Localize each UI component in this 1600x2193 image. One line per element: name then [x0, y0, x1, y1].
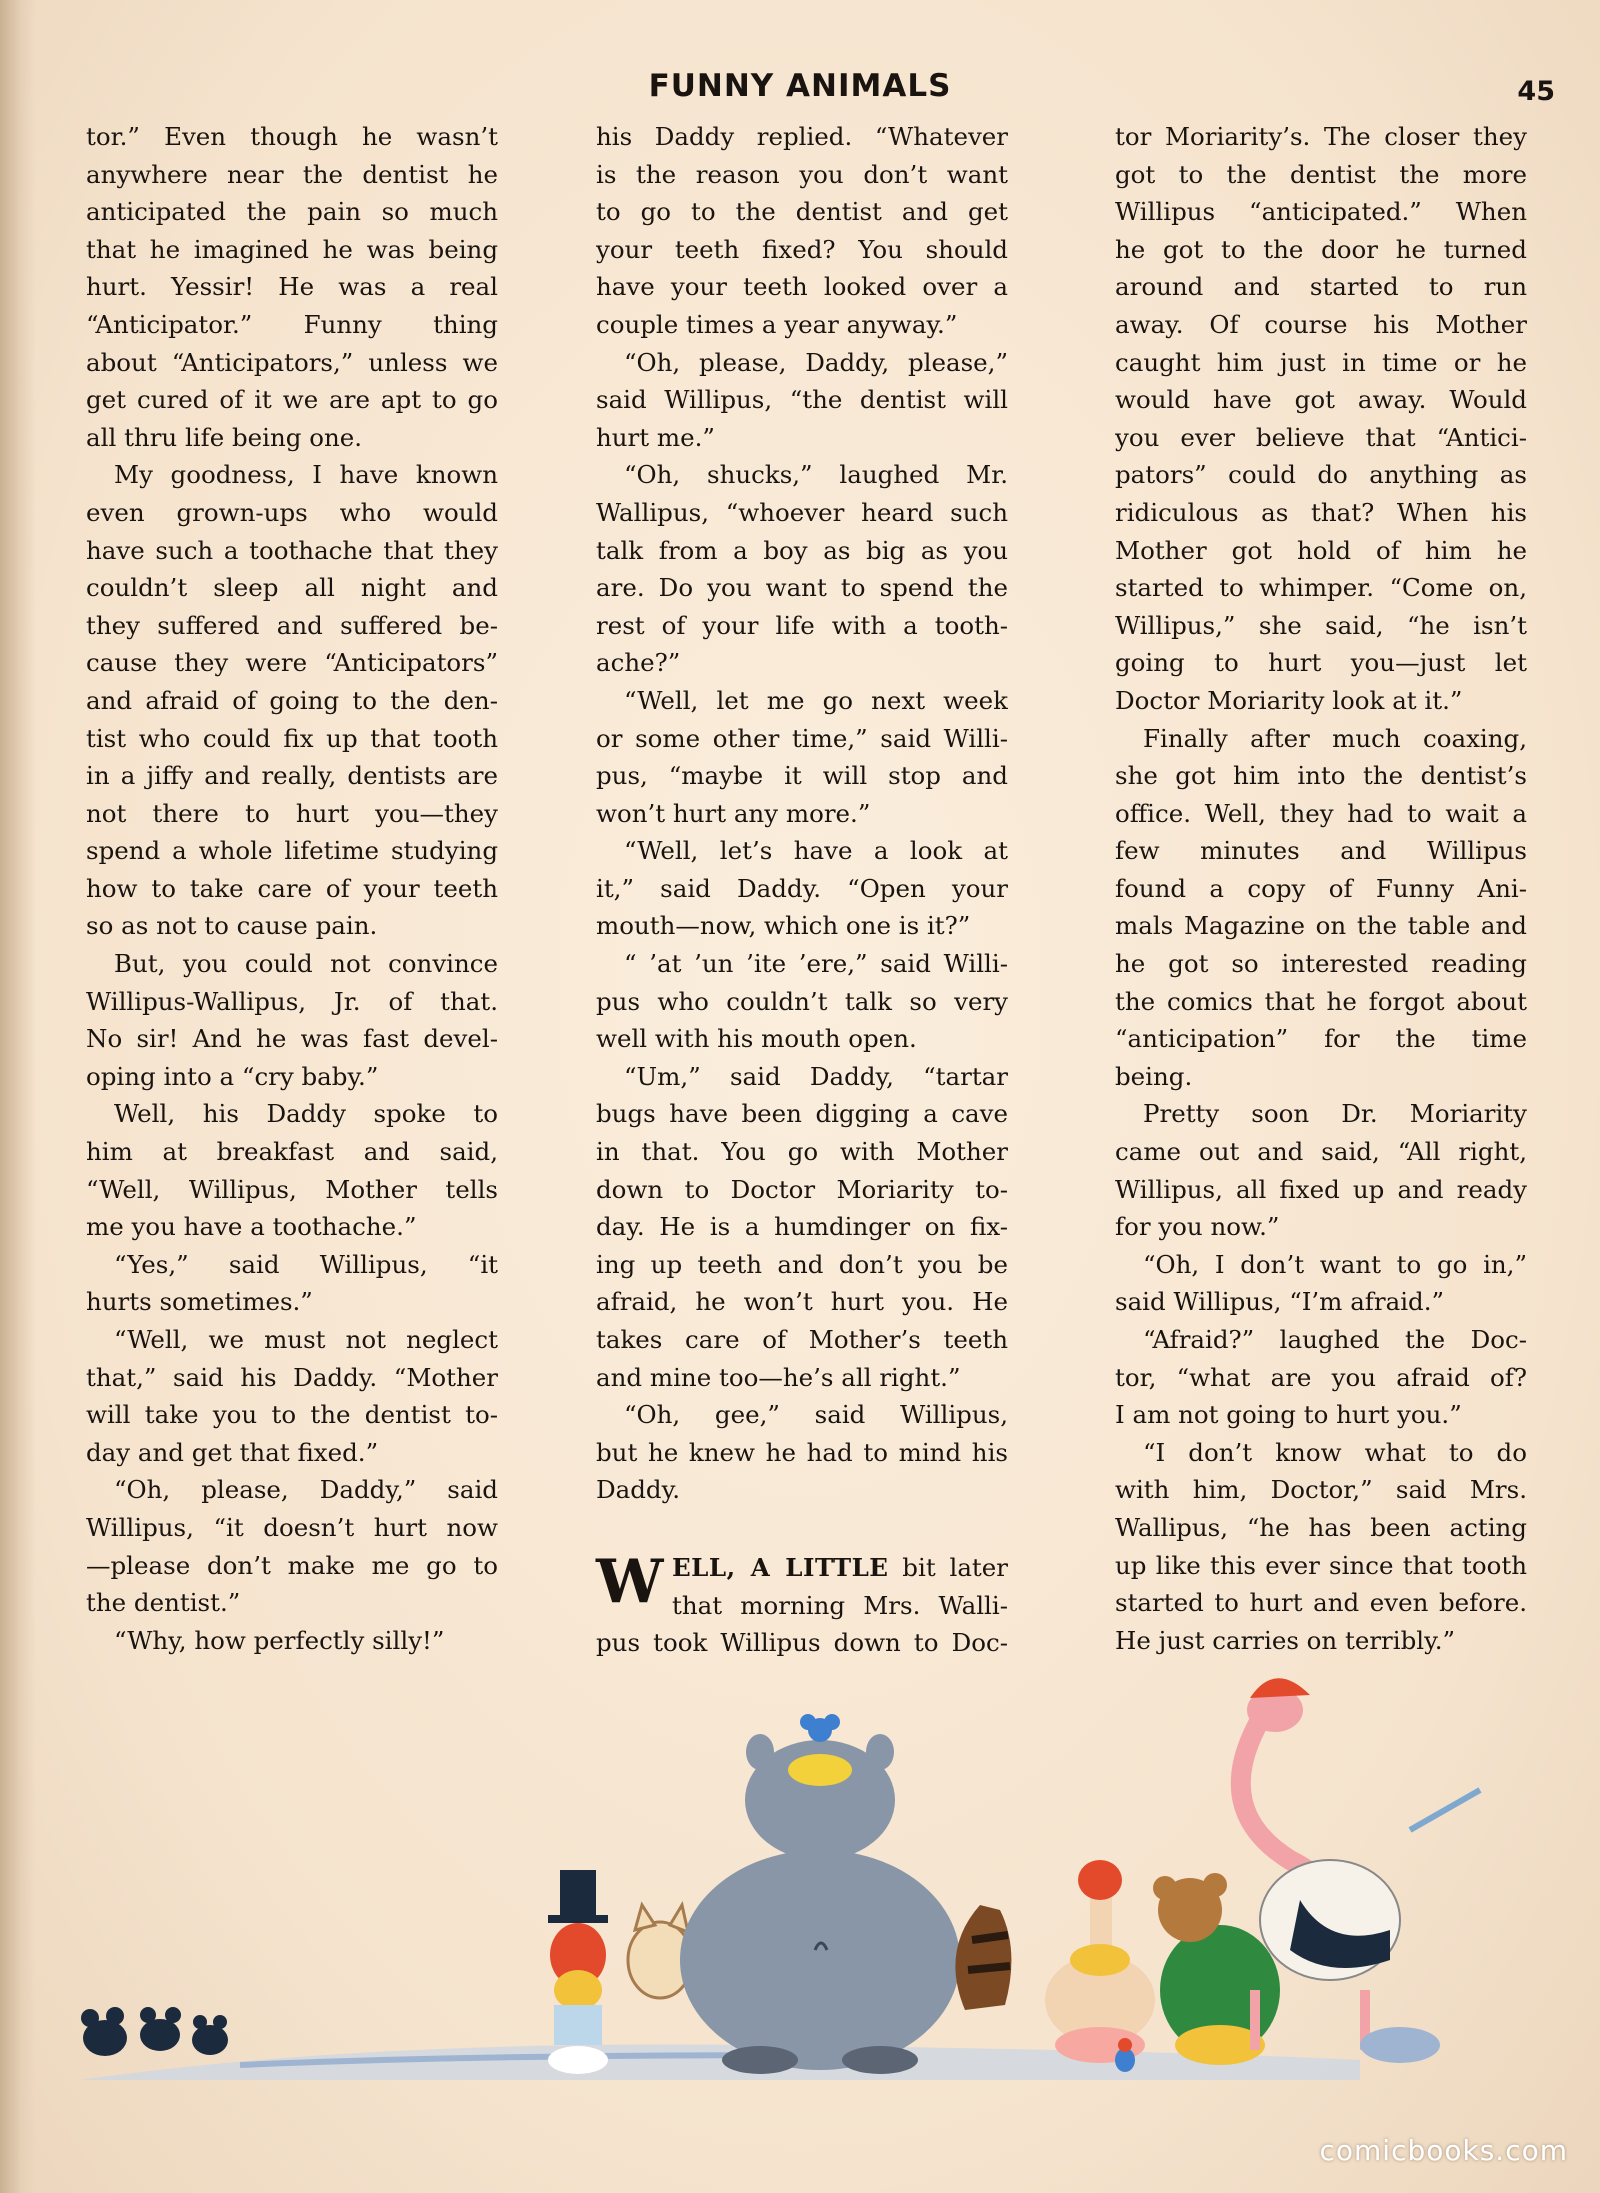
text-line: mals Magazine on the table and	[1115, 911, 1527, 941]
text-line: cause they were “Anticipators”	[86, 648, 498, 678]
goose	[1045, 1860, 1155, 2063]
text-line: “Oh, please, Daddy,” said	[114, 1475, 498, 1505]
lead-in-text: ELL, A LITTLE	[672, 1552, 889, 1582]
text-line: how to take care of your teeth	[86, 873, 498, 903]
text-line: day. He is a humdinger on fix-	[596, 1212, 1008, 1242]
text-line: Well, his Daddy spoke to	[114, 1099, 498, 1129]
text-line: “ ’at ’un ’ite ’ere,” said Willi-	[624, 949, 1008, 979]
text-line: all thru life being one.	[86, 422, 363, 452]
text-line: pus took Willipus down to Doc-	[596, 1628, 1008, 1658]
grey-hippo	[680, 1714, 960, 2074]
text-line: not there to hurt you—they	[86, 798, 498, 828]
text-line: the dentist.”	[86, 1588, 241, 1618]
text-line: “Well, we must not neglect	[114, 1325, 498, 1354]
text-line: his Daddy replied. “Whatever	[596, 122, 1008, 151]
text-line: day and get that fixed.”	[86, 1437, 379, 1467]
text-line: “Well, Willipus, Mother tells	[86, 1174, 498, 1204]
text-line: “Oh, gee,” said Willipus,	[624, 1400, 1008, 1430]
text-line: “Why, how perfectly silly!”	[114, 1625, 445, 1655]
text-line: it,” said Daddy. “Open your	[596, 873, 1008, 903]
text-line: won’t hurt any more.”	[596, 798, 871, 828]
text-line: Wallipus, “he has been acting	[1115, 1512, 1527, 1542]
text-line: —please don’t make me go to	[86, 1550, 498, 1580]
text-line: the comics that he forgot about	[1115, 986, 1527, 1016]
text-line: but he knew he had to mind his	[596, 1437, 1008, 1467]
text-line: Willipus-Wallipus, Jr. of that.	[86, 986, 498, 1016]
text-line: that,” said his Daddy. “Mother	[86, 1362, 498, 1392]
text-line: “Yes,” said Willipus, “it	[114, 1249, 498, 1279]
text-line: few minutes and Willipus	[1115, 836, 1527, 866]
text-line: up like this ever since that tooth	[1115, 1550, 1527, 1580]
text-line: and afraid of going to the den-	[86, 685, 498, 715]
text-line: afraid, he won’t hurt you. He	[596, 1287, 1008, 1317]
text-line: hurt me.”	[596, 422, 715, 452]
text-line: Mother got hold of him he	[1115, 535, 1527, 565]
text-line: ing up teeth and don’t you be	[596, 1249, 1008, 1279]
text-line: in that. You go with Mother	[596, 1137, 1008, 1167]
text-line: well with his mouth open.	[596, 1024, 917, 1054]
text-line: Willipus “anticipated.” When	[1115, 197, 1527, 227]
text-line: rest of your life with a tooth-	[596, 610, 1008, 640]
text-line: But, you could not convince	[114, 949, 498, 979]
top-hat-duck	[548, 1870, 608, 2074]
text-line: pators” could do anything as	[1115, 460, 1527, 490]
text-line: “Oh, shucks,” laughed Mr.	[624, 460, 1008, 490]
text-line: caught him just in time or he	[1115, 347, 1527, 377]
text-line: “anticipation” for the time	[1115, 1024, 1527, 1054]
text-line: couple times a year anyway.”	[596, 309, 958, 339]
text-line: said Willipus, “the dentist will	[596, 385, 1008, 415]
text-line: anywhere near the dentist he	[86, 159, 498, 189]
text-line: around and started to run	[1115, 272, 1527, 302]
text-column-3	[1115, 118, 1527, 1659]
text-line: him at breakfast and said,	[86, 1137, 498, 1167]
text-line: get cured of it we are apt to go	[86, 385, 498, 415]
text-line: Wallipus, “whoever heard such	[596, 497, 1008, 527]
text-line: will take you to the dentist to-	[86, 1400, 498, 1430]
text-line: they suffered and suffered be-	[86, 610, 498, 640]
magazine-title: FUNNY ANIMALS	[648, 68, 952, 104]
text-line: said Willipus, “I’m afraid.”	[1115, 1287, 1445, 1317]
text-line: going to hurt you—just let	[1115, 648, 1527, 678]
text-line: is the reason you don’t want	[596, 159, 1008, 189]
text-line: your teeth fixed? You should	[596, 234, 1008, 264]
text-line: started to hurt and even before.	[1115, 1588, 1527, 1618]
text-line: are. Do you want to spend the	[596, 573, 1008, 603]
raccoon	[955, 1905, 1011, 2010]
text-column-1	[86, 118, 498, 1659]
text-line: he got to the door he turned	[1115, 234, 1527, 264]
text-line: pus, “maybe it will stop and	[596, 761, 1008, 791]
text-line: talk from a boy as big as you	[596, 535, 1008, 565]
page-spine-shadow	[0, 0, 36, 2193]
text-line: tor.” Even though he wasn’t	[86, 122, 498, 151]
text-line: “Anticipator.” Funny thing	[86, 309, 498, 339]
section-opening	[596, 1546, 1008, 1662]
text-line: for you now.”	[1115, 1212, 1280, 1242]
text-line: oping into a “cry baby.”	[86, 1061, 379, 1091]
text-line: about “Anticipators,” unless we	[86, 347, 498, 377]
text-line: tor Moriarity’s. The closer they	[1115, 122, 1527, 151]
text-line: couldn’t sleep all night and	[86, 573, 498, 603]
text-line: ridiculous as that? When his	[1115, 497, 1527, 527]
watermark: comicbooks.com	[1319, 2134, 1568, 2167]
text-line: No sir! And he was fast devel-	[86, 1024, 498, 1054]
text-line: spend a whole lifetime studying	[86, 836, 498, 866]
text-line: hurts sometimes.”	[86, 1287, 313, 1317]
text-line: “Oh, please, Daddy, please,”	[624, 347, 1008, 377]
text-line: Willipus, all fixed up and ready	[1115, 1174, 1527, 1204]
text-line: “Well, let’s have a look at	[624, 836, 1008, 866]
text-line: Pretty soon Dr. Moriarity	[1143, 1099, 1527, 1129]
text-line: I am not going to hurt you.”	[1115, 1400, 1462, 1430]
text-line: anticipated the pain so much	[86, 197, 498, 227]
section-break	[596, 1509, 1008, 1549]
text-line: tor, “what are you afraid of?	[1115, 1362, 1527, 1392]
text-line: office. Well, they had to wait a	[1115, 798, 1527, 828]
text-line: tist who could fix up that tooth	[86, 723, 498, 753]
text-line: “Um,” said Daddy, “tartar	[624, 1061, 1008, 1091]
text-line: would have got away. Would	[1115, 385, 1527, 415]
text-line: found a copy of Funny Ani-	[1115, 873, 1527, 903]
text-line: “Well, let me go next week	[624, 685, 1008, 715]
text-line: takes care of Mother’s teeth	[596, 1325, 1008, 1354]
text-line: “I don’t know what to do	[1143, 1437, 1527, 1467]
text-line	[596, 1549, 1008, 1587]
text-line: even grown-ups who would	[86, 497, 498, 527]
text-line: you ever believe that “Antici-	[1115, 422, 1527, 452]
text-line: have such a toothache that they	[86, 535, 498, 565]
text-line: pus who couldn’t talk so very	[596, 986, 1008, 1016]
cartoon-animals-illustration	[60, 1660, 1540, 2080]
text-line: or some other time,” said Willi-	[596, 723, 1008, 753]
text-line: Finally after much coaxing,	[1143, 723, 1527, 753]
text-line: mouth—now, which one is it?”	[596, 911, 971, 941]
drop-cap-initial: W	[596, 1546, 662, 1617]
text-line: that morning Mrs. Walli-	[672, 1590, 1008, 1620]
text-line: came out and said, “All right,	[1115, 1137, 1527, 1167]
text-line: with him, Doctor,” said Mrs.	[1115, 1475, 1527, 1505]
text-line: in a jiffy and really, dentists are	[86, 761, 498, 791]
text-line: “Oh, I don’t want to go in,”	[1143, 1249, 1527, 1279]
text-line: My goodness, I have known	[114, 460, 498, 490]
text-line: Willipus,” she said, “he isn’t	[1115, 610, 1527, 640]
brown-bear	[1153, 1873, 1280, 2065]
text-line: have your teeth looked over a	[596, 272, 1008, 302]
text-line: Doctor Moriarity look at it.”	[1115, 685, 1463, 715]
text-line: he got so interested reading	[1115, 949, 1527, 979]
text-line: and mine too—he’s all right.”	[596, 1362, 961, 1392]
text-line: being.	[1115, 1061, 1193, 1091]
text-column-2	[596, 118, 1008, 1662]
text-line: bugs have been digging a cave	[596, 1099, 1008, 1129]
text-line: ache?”	[596, 648, 681, 678]
text-line: away. Of course his Mother	[1115, 309, 1527, 339]
text-line: down to Doctor Moriarity to-	[596, 1174, 1008, 1204]
text-line: hurt. Yessir! He was a real	[86, 272, 498, 302]
text-line: started to whimper. “Come on,	[1115, 573, 1527, 603]
small-critters-left	[81, 2007, 228, 2056]
lead-line-rest: bit later	[888, 1552, 1008, 1582]
text-line: He just carries on terribly.”	[1115, 1625, 1456, 1655]
text-line: she got him into the dentist’s	[1115, 761, 1527, 791]
text-line: “Afraid?” laughed the Doc-	[1143, 1325, 1527, 1354]
text-line: Willipus, “it doesn’t hurt now	[86, 1512, 498, 1542]
text-line: that he imagined he was being	[86, 234, 498, 264]
page-number: 45	[1517, 76, 1555, 107]
text-line: so as not to cause pain.	[86, 911, 378, 941]
text-line: to go to the dentist and get	[596, 197, 1008, 227]
text-line: got to the dentist the more	[1115, 159, 1527, 189]
text-line: Daddy.	[596, 1475, 680, 1505]
text-line: me you have a toothache.”	[86, 1212, 417, 1242]
